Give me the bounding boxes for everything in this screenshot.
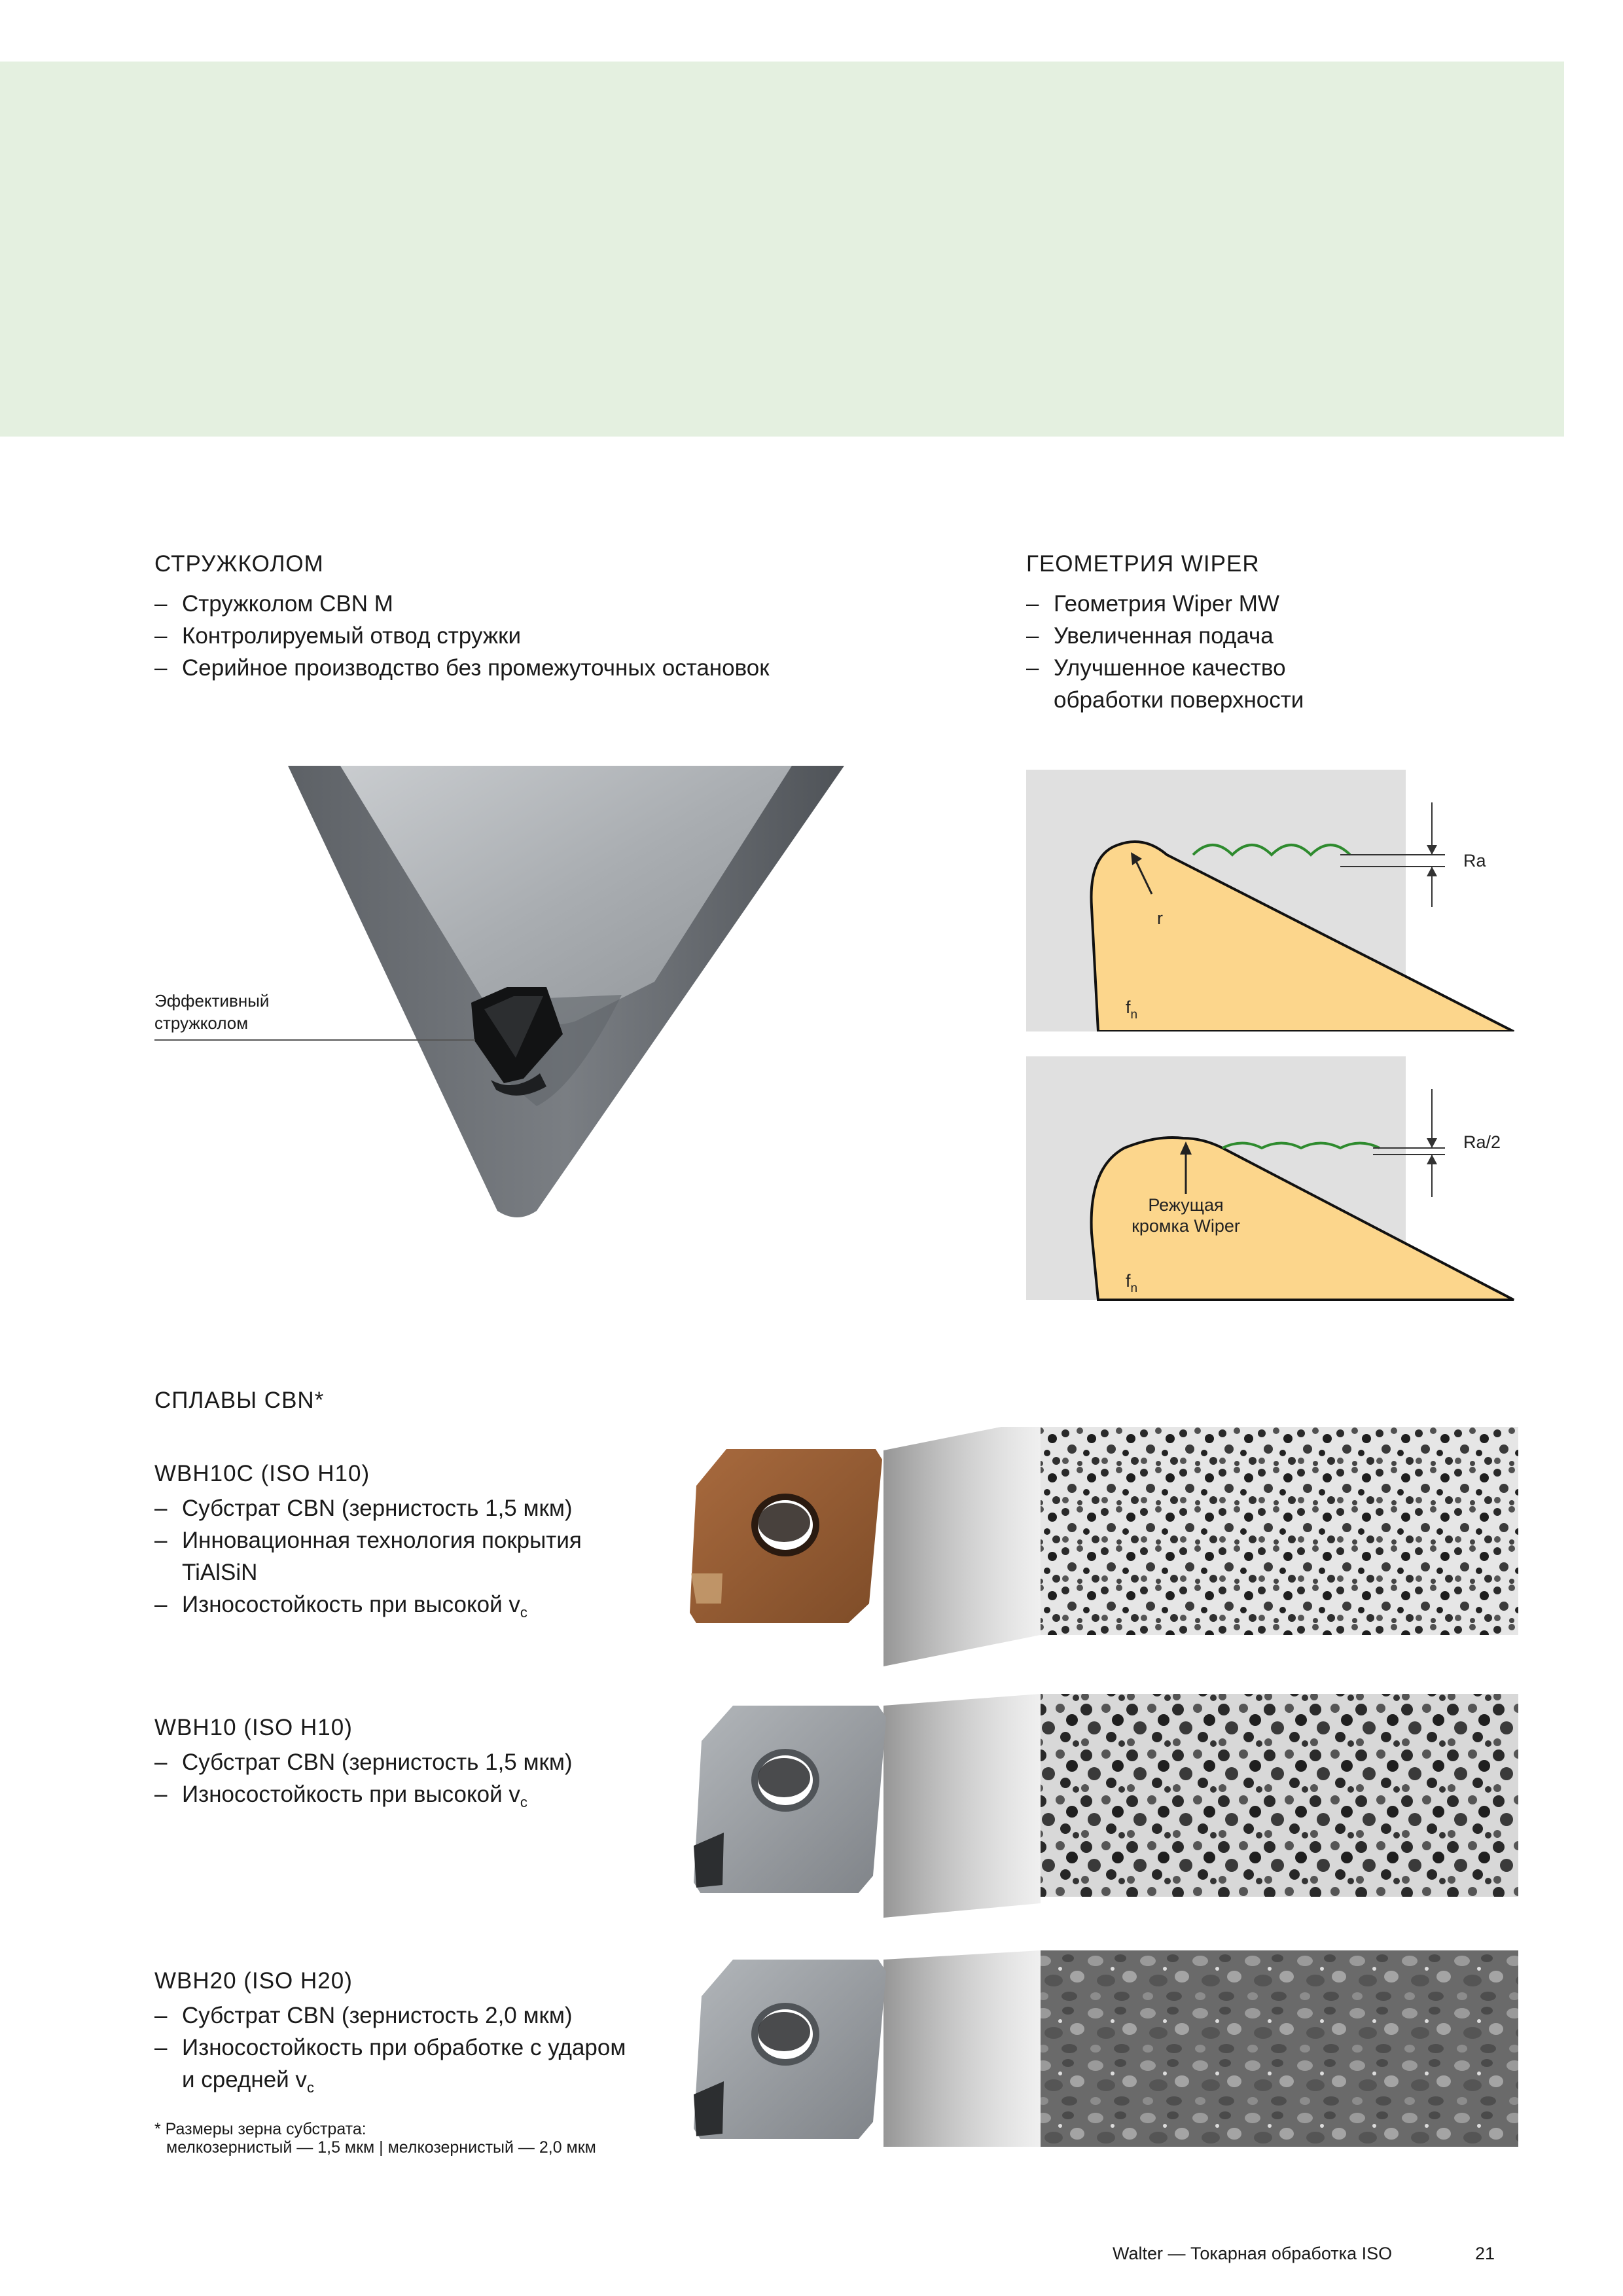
footer-brand: Walter — Токарная обработка ISO [1113,2244,1393,2263]
list-item: – Стружколом CBN M [154,588,770,620]
list-item: – Износостойкость при высокой $v_c$ [154,1778,573,1818]
list-item: – Увеличенная подача [1026,620,1304,652]
list-item-continuation: обработки поверхности [1054,687,1304,713]
micrograph-wbh10c [1041,1427,1518,1635]
chipbreaker-callout-line2: стружколом [154,1013,249,1033]
list-item: – Субстрат CBN (зернистость 1,5 мкм) [154,1746,573,1778]
insert-wbh10c [690,1449,882,1623]
grade-properties [154,2000,626,2104]
grade-properties [154,1746,573,1818]
list-item-continuation: TiAlSiN [182,1560,258,1585]
ra-label: Ra/2 [1463,1132,1501,1152]
wiper-diagram-standard [1026,770,1517,1031]
grade-images [668,1427,1518,2147]
grades-title: СПЛАВЫ CBN* [154,1388,325,1413]
grade-name: WBH20 (ISO H20) [154,1968,353,1994]
list-item: – Контролируемый отвод стружки [154,620,770,652]
grade-properties [154,1492,582,1628]
list-item: – Субстрат CBN (зернистость 1,5 мкм) [154,1492,582,1524]
list-item-continuation: и средней $v_c$ [182,2067,314,2096]
list-item: – Субстрат CBN (зернистость 2,0 мкм) [154,2000,626,2032]
wiper-list [1026,588,1304,716]
list-item: – Износостойкость при обработке с ударом [154,2032,626,2064]
header-banner [0,62,1564,437]
callout-leader-line [154,1039,475,1041]
micrograph-wbh10 [1041,1694,1518,1897]
chipbreaker-insert-image [288,766,851,1224]
micrograph-wbh20 [1041,1950,1518,2147]
grade-name: WBH10C (ISO H10) [154,1461,370,1486]
magnify-cone [883,1694,1041,1918]
wiper-title: ГЕОМЕТРИЯ WIPER [1026,551,1260,577]
magnify-cone [883,1950,1041,2147]
feed-label: $f_n$ [1126,997,1138,1022]
radius-label: r [1157,908,1163,928]
list-item: – Серийное производство без промежуточных остановок [154,652,770,684]
list-item: – Инновационная технология покрытия [154,1524,582,1556]
chipbreaker-callout-line1: Эффективный [154,991,270,1011]
wiper-edge-label-line2: кромка Wiper [1132,1216,1240,1236]
insert-wbh10 [694,1706,886,1893]
feed-label: $f_n$ [1126,1271,1138,1295]
footnote-line2: мелкозернистый — 1,5 мкм | мелкозернистый — 2,0 мкм [166,2138,596,2157]
chipbreaker-list [154,588,770,684]
insert-wbh20 [694,1960,886,2139]
ra-label: Ra [1463,851,1486,870]
grade-name: WBH10 (ISO H10) [154,1715,353,1740]
wiper-edge-label-line1: Режущая [1148,1195,1224,1215]
list-item: – Износостойкость при высокой $v_c$ [154,1588,582,1628]
footnote-line1: * Размеры зерна субстрата: [154,2120,366,2138]
list-item: – Улучшенное качество [1026,652,1304,684]
magnify-cone [883,1427,1041,1666]
chipbreaker-title: СТРУЖКОЛОМ [154,551,324,577]
page-number: 21 [1475,2244,1495,2263]
wiper-diagram-wiper [1026,1056,1517,1318]
list-item: – Геометрия Wiper MW [1026,588,1304,620]
